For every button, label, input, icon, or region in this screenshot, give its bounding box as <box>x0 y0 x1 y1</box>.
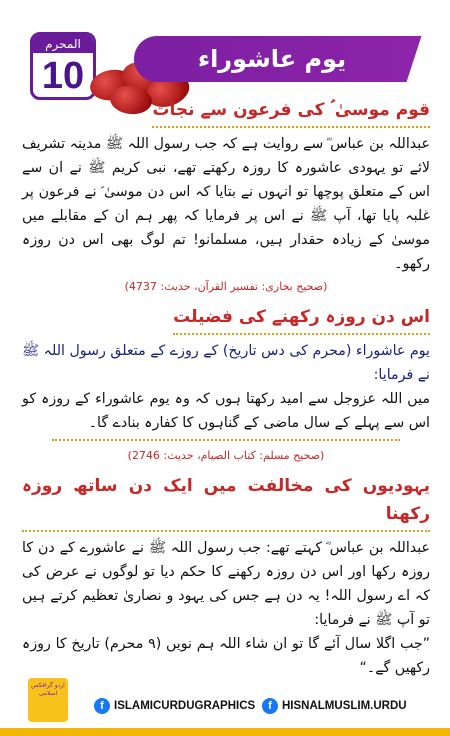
facebook-icon: f <box>94 698 110 714</box>
intro-text: یوم عاشوراء (محرم کی دس تاریخ) کے روزے کے متعلق رسول اللہ ﷺ نے فرمایا: <box>22 343 430 383</box>
hadith-reference: (صحیح بخاری: تفسیر القرآن، حدیث: 4737) <box>124 280 328 293</box>
logo-text: اردو گرافکس اسلامی <box>31 682 65 697</box>
divider <box>52 439 400 441</box>
footer-accent-bar <box>0 728 450 736</box>
section-heading: یہودیوں کی مخالفت میں ایک دن ساتھ روزہ رکھنا <box>22 472 430 532</box>
section-intro <box>22 339 430 387</box>
section-text: عبداللہ بن عباس ؓ کہتے تھے: جب رسول اللہ ﷺ نے عاشورے کے دن کا روزہ رکھا اور اس دن روزہ رکھنے کا حکم دیا تو لوگوں نے عرض کی کہ اے رسول اللہ! یہ دن ہے جس کی یہود و نصاریٰ تعظیم کرتے ہیں تو آپ ﷺ نے فرمایا: <box>22 540 430 628</box>
social-handle: ISLAMICURDUGRAPHICS <box>114 700 256 712</box>
title-banner <box>134 36 426 82</box>
day-number: 10 <box>41 55 85 97</box>
social-handle: HISNALMUSLIM.URDU <box>282 700 407 712</box>
hadith-reference: (صحیح مسلم: کتاب الصیام، حدیث: 2746) <box>127 449 325 462</box>
section-text: عبداللہ بن عباس ؓ سے روایت ہے کہ جب رسول اللہ ﷺ مدینہ تشریف لائے تو یہودی عاشورہ کا روزہ رکھتے تھے، نبی کریم ﷺ نے ان سے اس کے متعلق پوچھا تو انہوں نے بتایا کہ اس دن موسیٰ ؑ نے فرعون پر غلبہ پایا تھا، آپ ﷺ نے اس پر فرمایا کہ پھر ہم ان کے مقابلے میں موسیٰ کے زیادہ حقدار ہیں، مسلمانو! تم لوگ بھی اس دن روزہ رکھو۔ <box>22 136 430 272</box>
section-deliverance <box>22 96 430 293</box>
section-heading: اس دن روزہ رکھنے کی فضیلت <box>173 303 430 335</box>
social-link-islamicurdugraphics[interactable] <box>94 696 255 716</box>
page-title: یوم عاشوراء <box>197 45 347 73</box>
section-opposition <box>22 472 430 697</box>
social-link-hisnalmuslim[interactable] <box>262 696 407 716</box>
month-label: المحرم <box>33 35 93 53</box>
section-heading: قوم موسیٰ ؑ کی فرعون سے نجات <box>152 96 430 128</box>
section-text: میں اللہ عزوجل سے امید رکھتا ہوں کہ وہ یوم عاشوراء کے روزہ کو اس سے پہلے کے سال ماضی کے گناہوں کا کفارہ بنادے گا۔ <box>22 391 430 431</box>
main-content <box>22 96 430 707</box>
section-virtue <box>22 303 430 462</box>
facebook-icon: f <box>262 698 278 714</box>
brand-logo <box>28 678 68 722</box>
prophet-quote: ”جب اگلا سال آئے گا تو ان شاء اللہ ہم نویں (۹ محرم) تاریخ کا روزہ رکھیں گے۔“ <box>22 636 430 676</box>
